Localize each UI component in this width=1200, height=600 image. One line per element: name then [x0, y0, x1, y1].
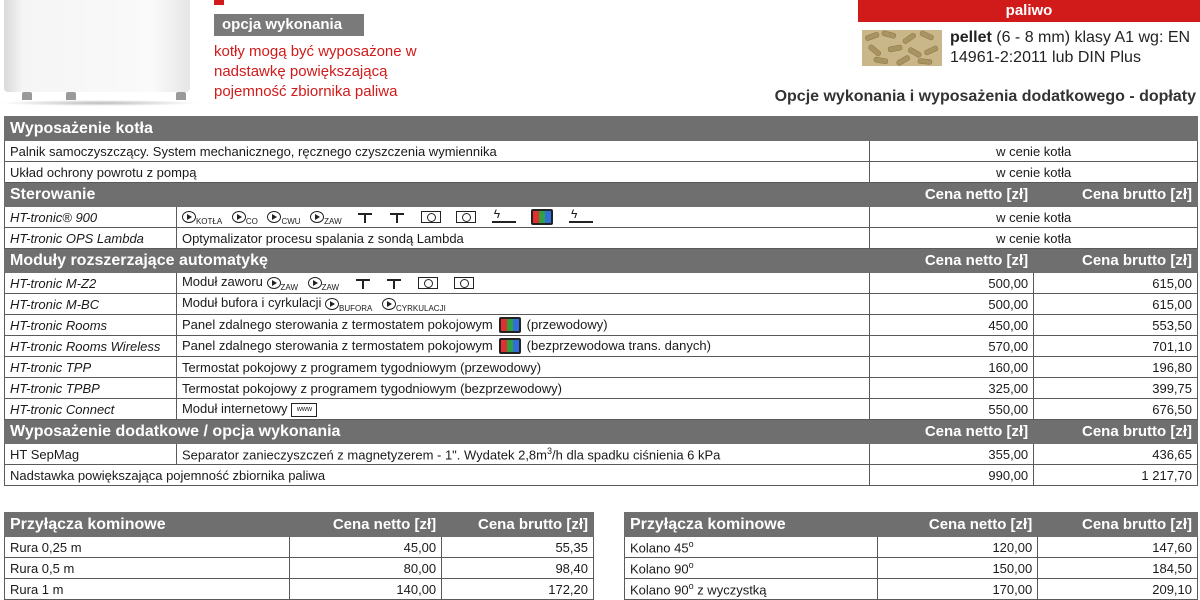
net-price: 550,00 [870, 399, 1034, 420]
row-description: Termostat pokojowy z programem tygodniowym (przewodowy) [176, 357, 869, 378]
option-description: kotły mogą być wyposażone w nadstawkę powiększającą pojemność zbiornika paliwa [214, 43, 417, 100]
gross-price: 399,75 [1034, 378, 1198, 399]
pump-icon [232, 211, 246, 223]
fuel-badge: paliwo [858, 0, 1200, 22]
net-price: 160,00 [870, 357, 1034, 378]
table-row [5, 357, 1198, 378]
gross-price: 98,40 [442, 558, 594, 579]
flue-right-title: Przyłącza kominowe [625, 513, 878, 537]
gross-price: 172,20 [442, 579, 594, 600]
fan-icon [389, 211, 405, 223]
circulation-pump-icon [382, 298, 396, 310]
gross-price: 615,00 [1034, 273, 1198, 294]
row-description: Optymalizator procesu spalania z sondą Lambda [176, 228, 869, 249]
table-row [5, 336, 1198, 357]
model-name: HT-tronic M-Z2 [5, 273, 177, 294]
row-description: Nadstawka powiększająca pojemność zbiornika paliwa [5, 465, 870, 486]
model-name: HT-tronic Connect [5, 399, 177, 420]
table-row [5, 399, 1198, 420]
boiler-image [0, 0, 200, 108]
item-name: Rura 0,25 m [5, 537, 290, 558]
net-price: 990,00 [870, 465, 1034, 486]
extras-title: Wyposażenie dodatkowe / opcja wykonania [5, 420, 870, 444]
table-row [625, 579, 1198, 600]
pump-icon [310, 211, 324, 223]
gross-price: 553,50 [1034, 315, 1198, 336]
table-row [5, 141, 1198, 162]
gross-price-header: Cena brutto [zł] [442, 513, 594, 537]
item-name: Rura 1 m [5, 579, 290, 600]
heater-icon [492, 211, 516, 223]
table-row [5, 537, 594, 558]
net-price: 355,00 [870, 444, 1034, 465]
model-name: HT-tronic OPS Lambda [5, 228, 177, 249]
flue-table-left [4, 512, 594, 600]
table-row [5, 162, 1198, 183]
gross-price-header: Cena brutto [zł] [1034, 183, 1198, 207]
model-name: HT-tronic M-BC [5, 294, 177, 315]
net-price-header: Cena netto [zł] [870, 183, 1034, 207]
row-description: Termostat pokojowy z programem tygodniowym (bezprzewodowy) [176, 378, 869, 399]
temperature-curve-icon [569, 211, 593, 223]
row-description: Układ ochrony powrotu z pompą [5, 162, 870, 183]
net-price: 140,00 [290, 579, 442, 600]
model-name: HT-tronic® 900 [5, 207, 177, 228]
option-badge: opcja wykonania [214, 14, 364, 36]
item-name: Kolano 90$^o$ [625, 558, 878, 579]
table-row [5, 465, 1198, 486]
gross-price: 436,65 [1034, 444, 1198, 465]
flue-left-header [5, 513, 594, 537]
sensor-icon [454, 277, 474, 289]
net-price: 80,00 [290, 558, 442, 579]
table-row [5, 294, 1198, 315]
flue-left-title: Przyłącza kominowe [5, 513, 290, 537]
equipment-title: Wyposażenie kotła [5, 117, 1198, 141]
control-title: Sterowanie [5, 183, 870, 207]
fuel-description: pellet (6 - 8 mm) klasy A1 wg: EN 14961-2:2011 lub DIN Plus [950, 29, 1191, 66]
equipment-header [5, 117, 1198, 141]
gross-price: 701,10 [1034, 336, 1198, 357]
row-price: w cenie kotła [870, 207, 1198, 228]
row-price: w cenie kotła [870, 162, 1198, 183]
net-price: 500,00 [870, 273, 1034, 294]
table-row [5, 315, 1198, 336]
gross-price: 1 217,70 [1034, 465, 1198, 486]
control-header [5, 183, 1198, 207]
row-description: Moduł internetowy www [176, 399, 869, 420]
table-row [5, 207, 1198, 228]
buffer-pump-icon [325, 298, 339, 310]
table-row [625, 537, 1198, 558]
pump-icon [267, 211, 281, 223]
room-panel-icon [499, 317, 521, 333]
table-row [5, 273, 1198, 294]
gross-price: 184,50 [1038, 558, 1198, 579]
table-row [5, 558, 594, 579]
valve-icon [357, 211, 373, 223]
net-price-header: Cena netto [zł] [878, 513, 1038, 537]
sensor-icon [418, 277, 438, 289]
row-description: Panel zdalnego sterowania z termostatem pokojowym (bezprzewodowa trans. danych) [176, 336, 869, 357]
flue-right-header [625, 513, 1198, 537]
room-panel-icon [531, 209, 553, 225]
gross-price-header: Cena brutto [zł] [1034, 420, 1198, 444]
net-price: 570,00 [870, 336, 1034, 357]
valve-icon [355, 277, 371, 289]
net-price-header: Cena netto [zł] [870, 420, 1034, 444]
row-description: Separator zanieczyszczeń z magnetyzerem - 1". Wydatek $2,8m^3/h$ dla spadku ciśnienia 6 kPa [176, 444, 869, 465]
row-description: Moduł zaworu $_{ZAW}$ $_{ZAW}$ [176, 273, 869, 294]
net-price: 500,00 [870, 294, 1034, 315]
row-description: Palnik samoczyszczący. System mechanicznego, ręcznego czyszczenia wymiennika [5, 141, 870, 162]
modules-title: Moduły rozszerzające automatykę [5, 249, 870, 273]
model-name: HT-tronic TPP [5, 357, 177, 378]
row-price: w cenie kotła [870, 141, 1198, 162]
extras-header [5, 420, 1198, 444]
price-table [4, 116, 1198, 486]
item-name: Rura 0,5 m [5, 558, 290, 579]
gross-price-header: Cena brutto [zł] [1034, 249, 1198, 273]
gross-price: 615,00 [1034, 294, 1198, 315]
valve-pump-icon [267, 277, 281, 289]
row-price: w cenie kotła [870, 228, 1198, 249]
modules-header [5, 249, 1198, 273]
table-row [5, 378, 1198, 399]
section-title: Opcje wykonania i wyposażenia dodatkowego - dopłaty [774, 88, 1196, 105]
gross-price: 55,35 [442, 537, 594, 558]
model-name: HT-tronic TPBP [5, 378, 177, 399]
item-name: Kolano 90$^o$ z wyczystką [625, 579, 878, 600]
gross-price: 209,10 [1038, 579, 1198, 600]
pump-icon [182, 211, 196, 223]
room-panel-icon [499, 338, 521, 354]
function-icons: $_{KOTŁA}$ $_{CO}$ $_{CWU}$ $_{ZAW}$ ϟ ϟ [176, 207, 869, 228]
net-price: 170,00 [878, 579, 1038, 600]
net-price: 325,00 [870, 378, 1034, 399]
row-description: Moduł bufora i cyrkulacji $_{BUFORA}$ $_{CYRKULACJI}$ [176, 294, 869, 315]
valve-icon [386, 277, 402, 289]
gross-price-header: Cena brutto [zł] [1038, 513, 1198, 537]
table-row [5, 228, 1198, 249]
net-price: 120,00 [878, 537, 1038, 558]
net-price: 150,00 [878, 558, 1038, 579]
table-row [625, 558, 1198, 579]
table-row [5, 579, 594, 600]
valve-pump-icon [308, 277, 322, 289]
sensor-icon [456, 211, 476, 223]
pellet-image [862, 30, 942, 66]
model-name: HT-tronic Rooms Wireless [5, 336, 177, 357]
item-name: Kolano 45$^o$ [625, 537, 878, 558]
internet-icon: www [291, 403, 317, 417]
net-price: 450,00 [870, 315, 1034, 336]
model-name: HT-tronic Rooms [5, 315, 177, 336]
table-row [5, 444, 1198, 465]
flue-table-right [624, 512, 1198, 600]
row-description: Panel zdalnego sterowania z termostatem pokojowym (przewodowy) [176, 315, 869, 336]
gross-price: 196,80 [1034, 357, 1198, 378]
gross-price: 676,50 [1034, 399, 1198, 420]
net-price-header: Cena netto [zł] [870, 249, 1034, 273]
sensor-icon [421, 211, 441, 223]
net-price-header: Cena netto [zł] [290, 513, 442, 537]
gross-price: 147,60 [1038, 537, 1198, 558]
net-price: 45,00 [290, 537, 442, 558]
red-marker [214, 0, 224, 5]
model-name: HT SepMag [5, 444, 177, 465]
